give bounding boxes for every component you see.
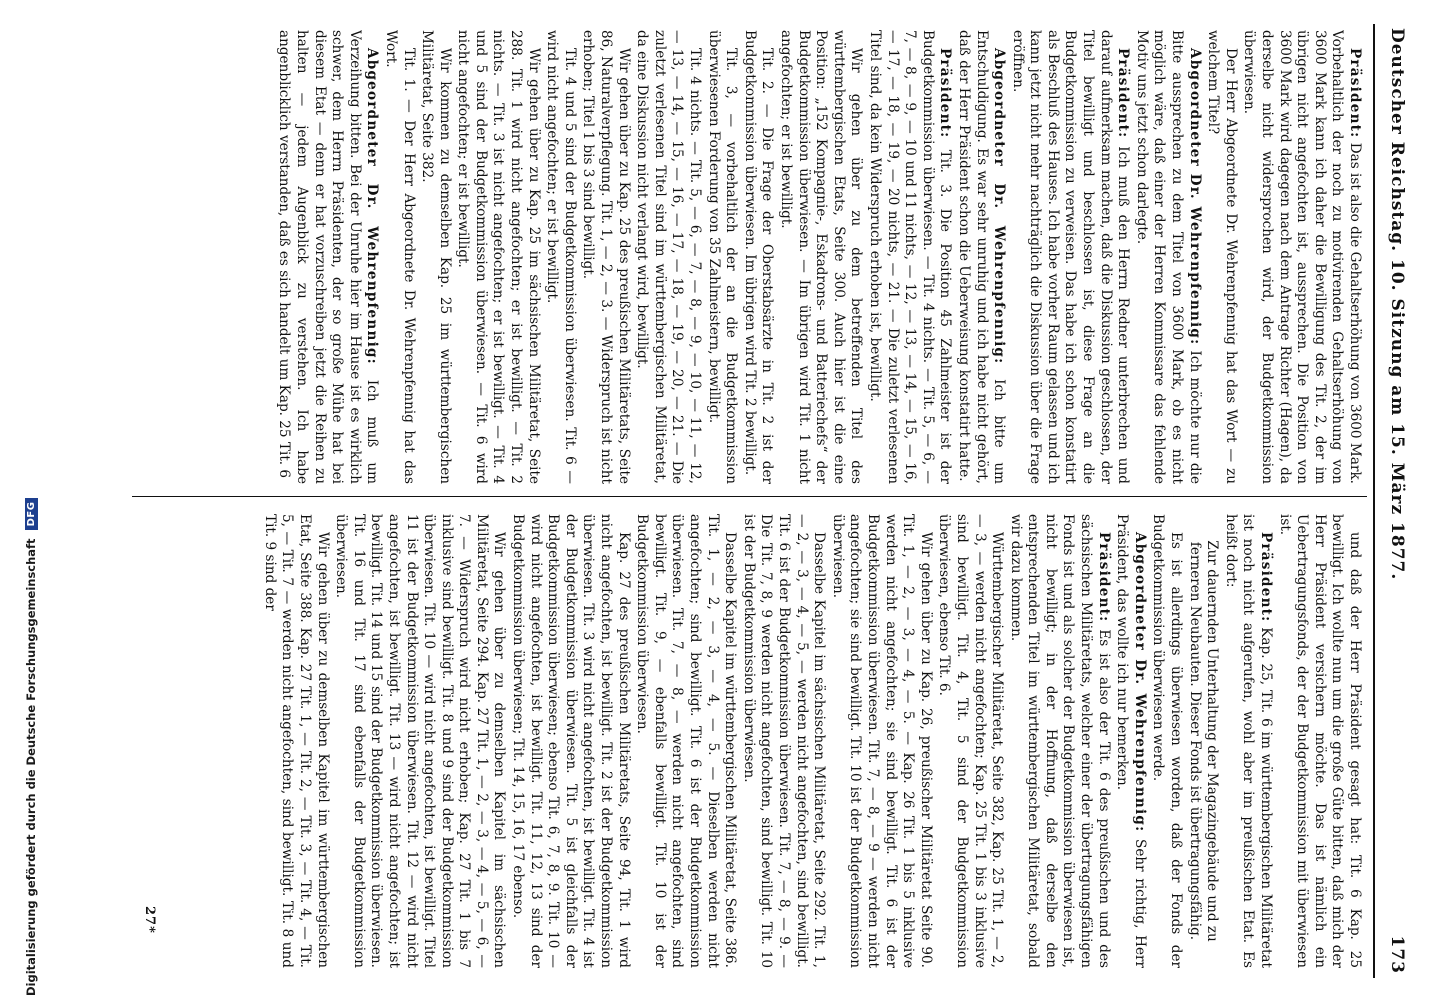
signature-mark: 27* — [142, 906, 157, 934]
speaker-name: Abgeordneter Dr. Wehrenpfennig: — [1186, 48, 1203, 346]
paragraph-text: Der Herr Abgeordnete Dr. Wehrenpfennig hat das Wort — zu welchem Titel? — [1205, 30, 1239, 484]
paragraph-text: Das ist also die Gehaltserhöhung von 3600 Mark. Vorbehaltlich der noch zu motivirenden Gehaltserhöhung von 3600 Mark kann ich daher die Bewilligung des Tit. 2, der im übrigen nicht angefochten ist, aussprechen. Die Position von 3600 Mark wird dagegen nach dem Antrage Richter (Hagen), da derselbe nicht widersprochen wird, der Budgetkommission überwiesen. — [1241, 30, 1363, 484]
paragraph — [579, 30, 632, 484]
paragraph — [935, 514, 1005, 968]
paragraph-text: Dasselbe Kapitel im württembergischen Militäretat, Seite 386. Tit. 1, — 2, — 3, — 4, — 5. — Dieselben werden nicht angefochten; sind bewilligt. Tit. 6 ist der Budgetkommission überwiesen. Tit. 7, — 8, — werden nicht angefochten, sind bewilligt. Tit. 9, — ebenfalls bewilligt. Tit. 10 ist der Budgetkommission überwiesen. — [634, 514, 739, 968]
paragraph-text: Tit. 4 und 5 sind der Budgetkommission überwiesen. Tit. 6 — wird nicht angefochten; er ist bewilligt. — [544, 30, 578, 484]
paragraph-text: Wir gehen über zu Kap. 25 des preußischen Militäretats, Seite 86, Naturalverpflegung. Tit. 1, — 2, — 3. — Widerspruch ist nicht erhoben; Titel 1 bis 3 sind bewilligt. — [580, 30, 632, 484]
paragraph-text: Ich bitte um Entschuldigung. Es war sehr unruhig und ich habe nicht gehört, daß der Herr Präsident schon die Ueberweisung konstatirt hatte. — [955, 30, 1008, 484]
right-column — [133, 514, 1363, 968]
paragraph — [275, 30, 381, 484]
speaker-name: Abgeordneter Dr. Wehrenpfennig: — [991, 48, 1008, 365]
paragraph-text: Wir gehen über zu demselben Kapitel im sächsischen Militäretat, Seite 294. Kap. 27 Tit. 1, — 2, — 3, — 4, — 5, — 6, — 7. — Widerspruch wird nicht erhoben; Kap. 27 Tit. 1 bis 7 inklusive sind bewilligt. Tit. 8 und 9 sind der Budgetkommission überwiesen. Tit. 10 — wird nicht angefochten, ist bewilligt. Titel 11 ist der Budgetkommission überwiesen. Tit. 12 — wird nicht angefochten, ist bewilligt. Tit. 13 — wird nicht angefochten; ist bewilligt. Tit. 14 und 15 sind der Budgetkommission überwiesen. Tit. 16 und Tit. 17 sind ebenfalls der Budgetkommission überwiesen. — [333, 514, 508, 968]
paragraph-text: Tit. 3. Die Position 45 Zahlmeister ist der Budgetkommission überwiesen. — Tit. 4 nichts. — Tit. 5, — 6, — 7, — 8, — 9, — 10 und 11 nichts, — 12, — 13, — 14, — 15, — 16, — 17, — 18, — 19, — 20 nichts, — 21. — Die zuletzt verlesenen Titel sind, da kein Widerspruch erhoben ist, bewilligt. — [866, 30, 954, 484]
rotated-document-page — [124, 14, 1419, 990]
paragraph-text: Wir gehen über zu Kap. 26, preußischer Militäretat Seite 90. Tit. 1, — 2, — 3, — 4, — 5. — Kap. 26 Tit. 1 bis 5 inklusive werden nicht angefochten; sie sind bewilligt. Tit. 6 ist der Budgetkommission überwiesen. Tit. 7, — 8, — 9 — werden nicht angefochten; sie sind bewilligt. Tit. 10 ist der Budgetkommission überwiesen. — [829, 514, 934, 968]
paragraph — [633, 514, 739, 968]
paragraph — [1149, 514, 1184, 968]
column-divider — [132, 496, 1367, 497]
header-rule — [1373, 24, 1375, 978]
speaker-name: Präsident: — [1258, 532, 1275, 623]
paragraph-text: Es ist allerdings überwiesen worden, daß der Fonds der Budgetkommission überwiesen werde. — [1150, 514, 1185, 968]
paragraph-text: Zur dauernden Unterhaltung der Magazingebäude und zu ferneren Neubauten. Dieser Fonds ist übertragungsfähig. — [1186, 540, 1221, 942]
paragraph-text: Wir kommen zu demselben Kap. 25 im württembergischen Militäretat, Seite 382. — [419, 30, 453, 484]
paragraph — [418, 30, 453, 484]
paragraph — [332, 514, 508, 968]
paragraph — [828, 514, 934, 968]
paragraph — [865, 30, 953, 484]
paragraph — [1275, 514, 1363, 968]
paragraph-text: Kap. 25, Tit. 6 im württembergischen Militäretat ist noch nicht aufgerufen, wohl aber im preußischen Etat. Es heißt dort: — [1222, 514, 1275, 968]
paragraph-text: Es ist also der Tit. 6 des preußischen und des sächsischen Militäretats, welcher einer der übertragungsfähigen Fonds ist und als solcher der Budgetkommission überwiesen ist, nicht bewilligt; in der Hoffnung, daß derselbe den entsprechenden Titel im württembergischen Militäretat, sobald wir dazu kommen. — [1007, 514, 1112, 968]
digitization-note-text: Digitalisierung gefördert durch die Deutsche Forschungsgemeinschaft — [24, 538, 38, 996]
paragraph — [260, 514, 330, 968]
digitization-note — [24, 498, 38, 996]
paragraph-text: Wir gehen über zu demselben Kapitel im württembergischen Etat, Seite 388. Kap. 27 Tit. 1, — Tit. 2, — Tit. 3, — Tit. 4, — Tit. 5, — Tit. 7 — werden nicht angefochten, sind bewilligt. Tit. 8 und Tit. 9 sind der — [261, 514, 331, 968]
speaker-name: Präsident: — [1347, 48, 1363, 139]
paragraph — [776, 30, 864, 484]
paragraph — [381, 30, 416, 484]
paragraph — [739, 514, 827, 968]
paragraph-text: Ich muß den Herrn Redner unterbrechen und darauf aufmerksam machen, daß die Diskussion geschlossen, der Titel bewilligt und beschlossen ist, diese Frage an die Budgetkommission zu verweisen. Das habe ich schon konstatirt als Beschluß des Hauses. Ich habe vorher Raum gelassen und ich kann jetzt nicht mehr nachträglich die Diskussion über die Frage eröffnen. — [1009, 30, 1132, 484]
paragraph — [1185, 514, 1220, 968]
running-head-title: Deutscher Reichstag. 10. Sitzung am 15. März 1877. — [1387, 28, 1407, 581]
paragraph-text: Dasselbe Kapitel im sächsischen Militäretat, Seite 292. Tit. 1, — 2, — 3, — 4, — 5, — werden nicht angefochten, sind bewilligt. Tit. 6 ist der Budgetkommission überwiesen. Tit. 7, — 8, — 9. — Die Tit. 7, 8, 9 werden nicht angefochten, sind bewilligt. Tit. 10 ist der Budgetkommission überwiesen. — [740, 514, 828, 968]
left-column — [133, 30, 1363, 484]
paragraph-text: Kap. 27 des preußischen Militäretats, Seite 94, Tit. 1 wird nicht angefochten, ist bewilligt. Tit. 2 ist der Budgetkommission überwiesen. Tit. 3 wird nicht angefochten, ist bewilligt. Tit. 4 ist der Budgetkommission überwiesen. Tit. 5 ist gleichfalls der Budgetkommission überwiesen; ebenso Tit. 6, 7, 8, 9. Tit. 10 — wird nicht angefochten, ist bewilligt. Tit. 11, 12, 13 sind der Budgetkommission überwiesen; Tit. 14, 15, 16, 17 ebenso. — [510, 514, 632, 968]
paragraph-text: Ich muß um Verzeihung bitten. Bei der Unruhe hier im Hause ist es wirklich schwer, dem Herrn Präsidenten, der so große Mühe hat bei diesem Etat — denn er hat vorzuschreiben jetzt die Reihen zu halten — jedem Augenblick zu verstehen. Ich habe angenblicklich verstanden, daß es sich handelt um Kap. 25 Tit. 6 — [276, 30, 381, 484]
paragraph-text: Tit. 3, — vorbehaltlich der an die Budgetkommission überwiesenen Forderung von 35 Zahlmeistern, bewilligt. — [705, 30, 740, 484]
paragraph-text: Tit. 2. — Die Frage der Oberstabsärzte in Tit. 2 ist der Budgetkommission überwiesen. Im übrigen wird Tit. 2 bewilligt. — [741, 30, 776, 484]
paragraph-text: Tit. 1. — Der Herr Abgeordnete Dr. Wehrenpfennig hat das Wort. — [382, 30, 417, 484]
paragraph — [509, 514, 632, 968]
paragraph — [954, 30, 1007, 484]
speaker-name: Abgeordneter Dr. Wehrenpfennig: — [1131, 532, 1148, 833]
speaker-name: Präsident: — [1095, 532, 1112, 623]
paragraph — [1008, 30, 1131, 484]
paragraph — [704, 30, 739, 484]
paragraph-text: Wir gehen über zu dem betreffenden Titel des württembergischen Etats, Seite 300. Auch hier ist die eine Position: „152 Kompagnie-, Eskadrons- und Batteriechefs“ der Budgetkommission überwiesen. — Im übrigen wird Tit. 1 nicht angefochten; er ist bewilligt. — [778, 30, 865, 484]
paragraph — [454, 30, 542, 484]
paragraph — [633, 30, 703, 484]
paragraph-text: Ich möchte nur die Bitte aussprechen zu dem Titel von 3600 Mark, ob es nicht möglich wäre, daß einer der Herren Kommissare das fehlende Motiv uns jetzt schon darlegte. — [1133, 30, 1203, 484]
paragraph-text: und daß der Herr Präsident gesagt hat: Tit. 6 Kap. 25 bewilligt. Ich wollte nun um die große Güte bitten, daß mich der Herr Präsident versichern möchte. Das ist nämlich ein Uebertragungsfonds, der der Budgetkommission mit überwiesen ist. — [1276, 514, 1363, 968]
paragraph — [1204, 30, 1239, 484]
running-head — [1379, 28, 1413, 974]
paragraph — [543, 30, 578, 484]
paragraph — [1132, 30, 1202, 484]
paragraph — [1006, 514, 1112, 968]
paragraph — [1113, 514, 1148, 968]
paragraph-text: Württembergischer Militäretat, Seite 382, Kap. 25 Tit. 1, — 2, — 3, — werden nicht angefochten; Kap. 25 Tit. 1 bis 3 inklusive sind bewilligt. Tit. 4, Tit. 5 sind der Budgetkommission überwiesen, ebenso Tit. 6. — [936, 514, 1006, 968]
speaker-name: Abgeordneter Dr. Wehrenpfennig: — [364, 48, 381, 365]
paragraph — [740, 30, 775, 484]
page-number: 173 — [1387, 935, 1407, 974]
paragraph-text: Wir gehen über zu Kap. 25 im sächsischen Militäretat, Seite 288. Tit. 1 wird nicht angefochten; er ist bewilligt. — Tit. 2 nichts. — Tit. 3 ist nicht angefochten; er ist bewilligt. — Tit. 4 und 5 sind der Budgetkommission überwiesen. — Tit. 6 wird nicht angefochten; er ist bewilligt. — [455, 30, 542, 484]
paragraph — [1221, 514, 1274, 968]
speaker-name: Präsident: — [1115, 48, 1132, 139]
paragraph — [1240, 30, 1363, 484]
paragraph-text: Sehr richtig, Herr Präsident, das wollte ich nur bemerken. — [1114, 514, 1148, 968]
speaker-name: Präsident: — [937, 48, 954, 139]
paragraph-text: Tit. 4 nichts. — Tit. 5, — 6, — 7, — 8, — 9, — 10, — 11, — 12, — 13, — 14, — 15, — 16, — 17, — 18, — 19, — 20, — 21. — Die zuletzt verlesenen Titel sind im württembergischen Militäretat, da eine Diskussion nicht verlangt wird, bewilligt. — [634, 30, 704, 484]
dfg-logo-icon: DFG — [25, 498, 38, 531]
